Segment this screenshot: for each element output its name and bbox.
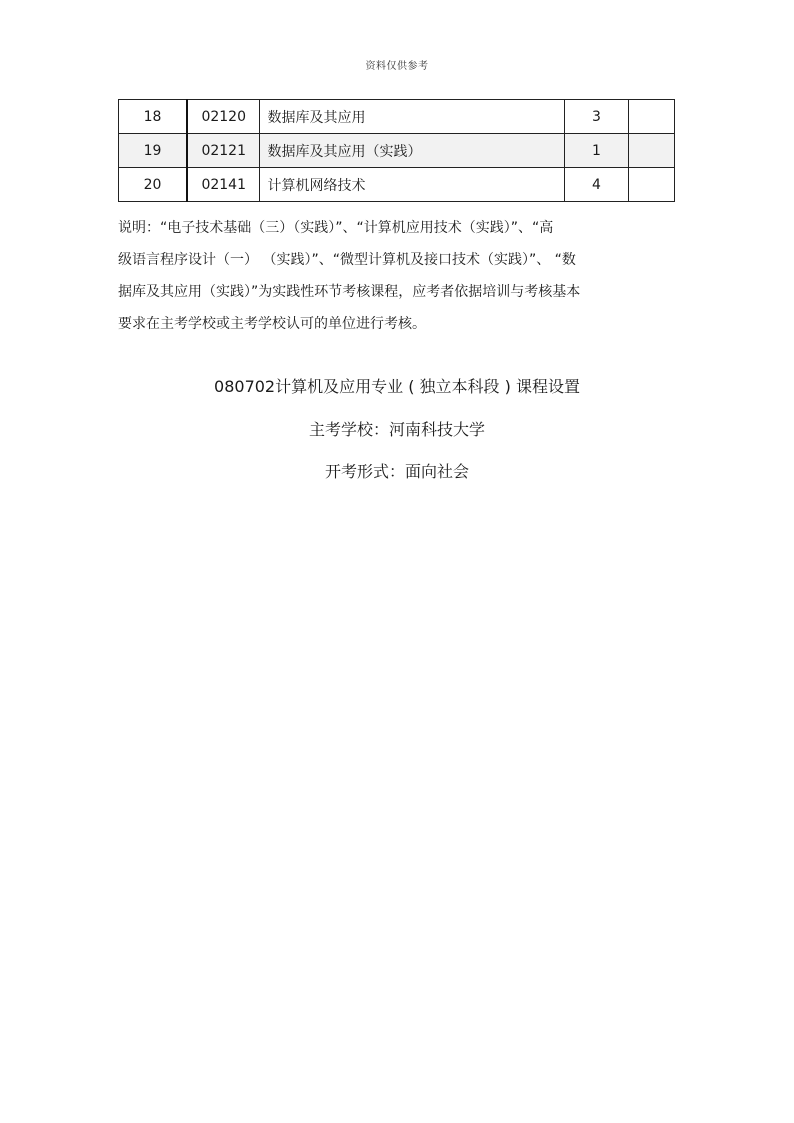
explanation-notes	[118, 212, 678, 340]
course-extra	[628, 134, 674, 168]
course-extra	[628, 100, 674, 134]
section-title: 080702计算机及应用专业 ( 独立本科段 ) 课程设置	[214, 377, 580, 396]
row-number: 19	[119, 134, 188, 168]
row-number: 18	[119, 100, 188, 134]
course-credit: 3	[565, 100, 629, 134]
exam-form: 开考形式：面向社会	[324, 462, 469, 481]
course-name: 数据库及其应用	[260, 100, 565, 134]
page-header-note: 资料仅供参考	[365, 61, 429, 72]
course-credit: 1	[565, 134, 629, 168]
course-extra	[628, 168, 674, 202]
course-credit: 4	[565, 168, 629, 202]
notes-line: 说明：“电子技术基础（三）（实践）”、“计算机应用技术（实践）”、“高	[118, 220, 554, 236]
host-school: 主考学校：河南科技大学	[308, 420, 485, 439]
course-table	[118, 99, 675, 202]
course-code: 02120	[187, 100, 260, 134]
course-code: 02141	[187, 168, 260, 202]
table-row	[119, 168, 675, 202]
notes-line: 据库及其应用（实践）”为实践性环节考核课程，应考者依据培训与考核基本	[118, 284, 581, 300]
notes-line: 级语言程序设计（一） （实践）”、“微型计算机及接口技术（实践）”、 “数	[118, 252, 576, 268]
table-row	[119, 100, 675, 134]
table-row	[119, 134, 675, 168]
notes-line: 要求在主考学校或主考学校认可的单位进行考核。	[118, 316, 426, 332]
course-code: 02121	[187, 134, 260, 168]
course-name: 数据库及其应用（实践）	[260, 134, 565, 168]
row-number: 20	[119, 168, 188, 202]
course-name: 计算机网络技术	[260, 168, 565, 202]
